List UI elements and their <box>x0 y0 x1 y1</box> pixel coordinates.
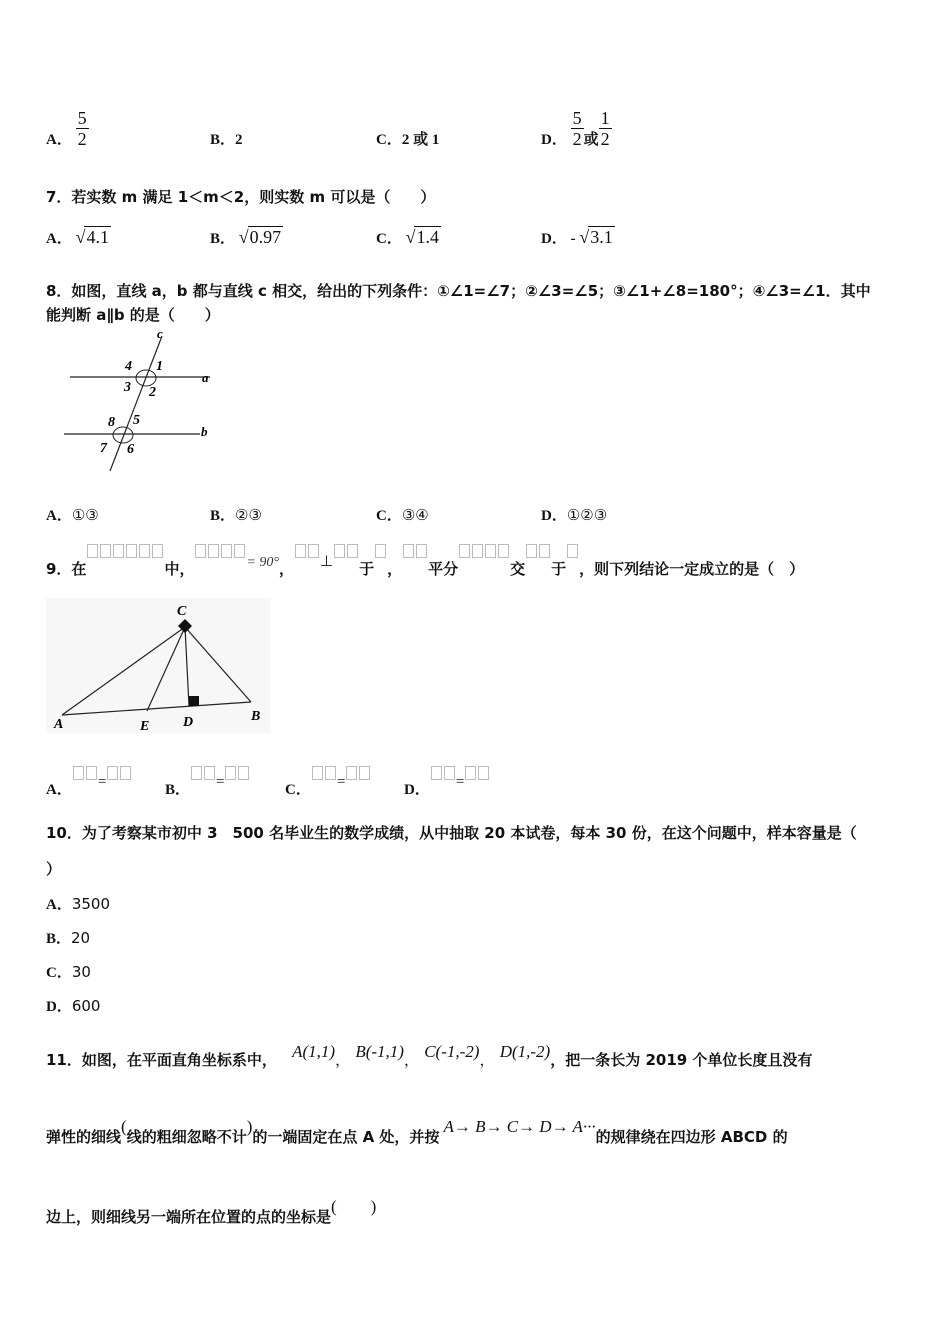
missing-glyphs: = <box>190 774 250 790</box>
q7-stem: 7．若实数 m 满足 1＜m＜2，则实数 m 可以是（ ） <box>46 188 436 206</box>
q10-stem-line1: 10．为了考察某市初中 3 500 名毕业生的数学成绩，从中抽取 20 本试卷，每本 30 份，在这个问题中，样本容量是（ <box>46 824 857 842</box>
label-8: 8 <box>108 415 115 430</box>
q10-option-a: A．3500 <box>46 895 111 913</box>
point-d: D(1,-2) <box>499 1042 551 1061</box>
label-4: 4 <box>125 359 132 374</box>
fraction: $\frac{5}{2}$ <box>572 108 582 150</box>
missing-glyphs <box>374 552 387 570</box>
q8-figure <box>60 326 220 476</box>
q10-option-c: C．30 <box>46 963 91 981</box>
label-d: D <box>183 715 194 730</box>
label-a: a <box>202 370 209 385</box>
label-2: 2 <box>149 385 156 400</box>
label-e: E <box>140 719 150 733</box>
q10-option-b: B．20 <box>46 929 91 947</box>
missing-glyphs: = <box>430 774 490 790</box>
label-a: A <box>54 717 64 732</box>
q8-stem-line1: 8．如图，直线 a，b 都与直线 c 相交，给出的下列条件：①∠1=∠7；②∠3=∠5；③∠1+∠8=180°；④∠3=∠1．其中 <box>46 282 871 300</box>
q11-stem-line1: 11．如图，在平面直角坐标系中， A(1,1)， B(-1,1)， C(-1,-2)， D(1,-2)，把一条长为 2019 个单位长度且没有 <box>46 1042 813 1069</box>
answer-blank: ( ) <box>331 1197 377 1216</box>
fraction: $\frac{5}{2}$ <box>77 108 87 150</box>
label-c: C <box>177 604 187 619</box>
q7-option-b: B． √0.97 <box>210 227 282 247</box>
q8-option-c: C．③④ <box>376 508 429 524</box>
fraction: $\frac{1}{2}$ <box>600 108 610 150</box>
q9-option-d: D． = <box>404 774 490 799</box>
label-1: 1 <box>156 359 163 374</box>
path-sequence: A→ B→ C→ D→ A··· <box>443 1117 596 1136</box>
label-5: 5 <box>133 413 140 428</box>
sqrt: √3.1 <box>579 227 613 247</box>
q8-option-a: A．①③ <box>46 508 99 524</box>
q8-option-d: D．①②③ <box>541 508 608 524</box>
missing-glyphs <box>525 552 551 570</box>
q9-stem: 9．在 中， = 90°， ⊥ 于 ， 平分 交 于 ，则下列结论一定成立的是（ ） <box>46 552 804 579</box>
missing-glyphs: = <box>72 774 132 790</box>
q6-option-a: A． $\frac{5}{2}$ <box>46 108 87 150</box>
missing-glyphs <box>194 552 246 570</box>
missing-glyphs <box>566 552 579 570</box>
line-c <box>110 336 162 471</box>
missing-glyphs: ⊥ <box>294 552 359 570</box>
q11-stem-line3: 边上，则细线另一端所在位置的点的坐标是( ) <box>46 1197 377 1226</box>
missing-glyphs: = <box>311 774 371 790</box>
q11-stem-line2: 弹性的细线(线的粗细忽略不计)的一端固定在点 A 处，并按A→ B→ C→ D→ A···的规律绕在四边形 ABCD 的 <box>46 1117 788 1146</box>
sqrt: √1.4 <box>405 227 439 247</box>
sqrt: √4.1 <box>75 227 109 247</box>
missing-glyphs <box>402 552 428 570</box>
q9-figure <box>46 598 271 733</box>
point-c: C(-1,-2) <box>424 1042 480 1061</box>
label-7: 7 <box>100 441 107 456</box>
missing-glyphs <box>86 552 164 570</box>
label-b: B <box>251 709 261 724</box>
q9-option-b: B． = <box>165 774 250 799</box>
sqrt: √0.97 <box>238 227 282 247</box>
q10-option-d: D．600 <box>46 997 101 1015</box>
missing-glyphs <box>458 552 510 570</box>
q9-option-a: A． = <box>46 774 132 799</box>
q7-option-d: D． - √3.1 <box>541 227 613 247</box>
q7-option-a: A． √4.1 <box>46 227 109 247</box>
q8-stem-line2: 能判断 a∥b 的是（ ） <box>46 306 220 324</box>
point-b: B(-1,1) <box>355 1042 404 1061</box>
q6-option-b: B．2 <box>210 132 243 148</box>
angle-arc-bottom <box>113 427 133 443</box>
label-b: b <box>201 424 208 439</box>
q6-option-d: D． $\frac{5}{2}$ 或 $\frac{1}{2}$ <box>541 108 610 150</box>
q8-option-b: B．②③ <box>210 508 262 524</box>
label-6: 6 <box>127 442 134 457</box>
q10-stem-line2: ） <box>46 860 62 878</box>
right-angle-mark-d <box>189 696 199 706</box>
label-c: c <box>157 326 163 341</box>
label-3: 3 <box>124 380 131 395</box>
q6-option-c: C．2 或 1 <box>376 132 440 148</box>
q9-option-c: C． = <box>285 774 371 799</box>
point-a: A(1,1) <box>292 1042 336 1061</box>
q7-option-c: C． √1.4 <box>376 227 439 247</box>
